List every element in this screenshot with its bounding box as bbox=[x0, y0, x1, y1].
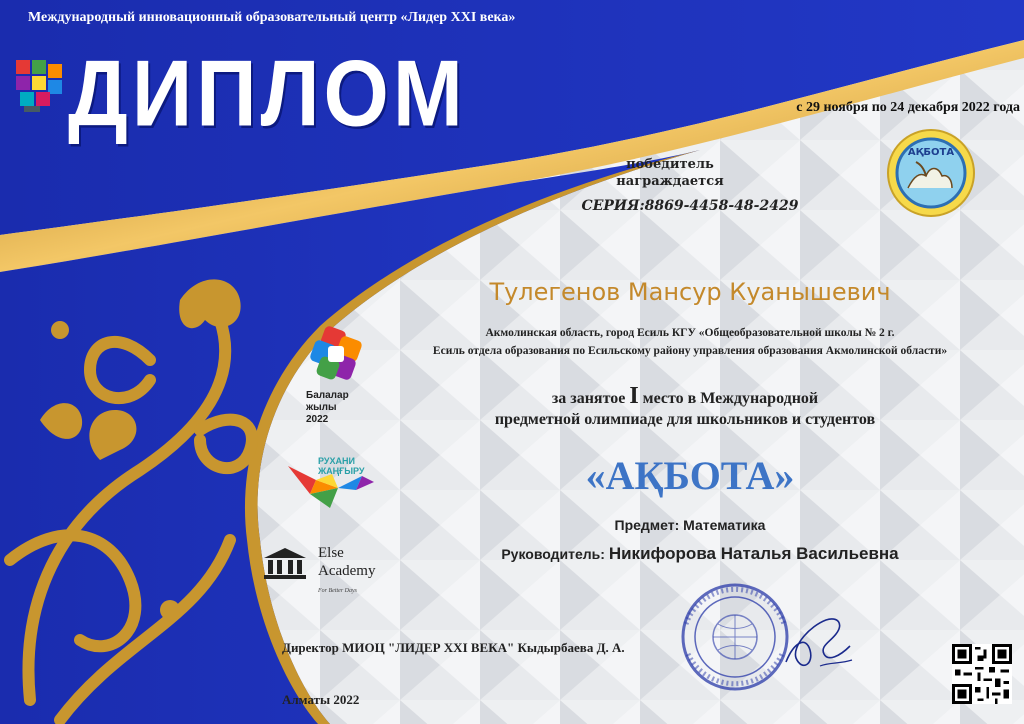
balalar-logo-text bbox=[306, 390, 349, 426]
supervisor-name: Никифорова Наталья Васильевна bbox=[608, 544, 899, 563]
balalar-line-1: Балалар bbox=[306, 390, 349, 401]
balalar-line-3: 2022 bbox=[306, 414, 329, 425]
recipient-name: Тулегенов Мансур Куанышевич bbox=[489, 278, 891, 306]
rukhani-logo-text bbox=[318, 456, 365, 476]
award-line-awarded: награждается bbox=[616, 174, 724, 189]
official-stamp bbox=[680, 582, 790, 692]
achievement-text bbox=[410, 383, 960, 430]
qr-code bbox=[952, 644, 1012, 704]
puzzle-head-logo bbox=[14, 58, 66, 114]
else-line-1: Else bbox=[318, 545, 344, 561]
achievement-line-2: предметной олимпиаде для школьников и студентов bbox=[494, 411, 876, 428]
olympiad-name: «АҚБОТА» bbox=[585, 453, 795, 498]
rukhani-line-1: РУХАНИ bbox=[318, 456, 355, 466]
director-signature-line: Директор МИОЦ "ЛИДЕР XXI ВЕКА" Кыдырбаева Д. А. bbox=[282, 640, 625, 655]
award-line-winner: победитель bbox=[626, 157, 714, 172]
city-year: Алматы 2022 bbox=[282, 692, 360, 707]
akbota-seal-logo bbox=[886, 128, 976, 218]
school-line-1: Акмолинская область, город Есиль КГУ «Общеобразовательной школы № 2 г. bbox=[485, 327, 895, 339]
recipient-school bbox=[370, 324, 1010, 360]
achievement-suffix: место в Международной bbox=[642, 390, 819, 407]
school-line-2: Есиль отдела образования по Есильскому району управления образования Акмолинской области» bbox=[432, 345, 948, 357]
achievement-prefix: за занятое bbox=[551, 390, 626, 407]
subject: Предмет: Математика bbox=[614, 517, 766, 533]
competition-dates: с 29 ноября по 24 декабря 2022 года bbox=[796, 100, 1020, 115]
supervisor bbox=[480, 544, 920, 564]
rukhani-line-2: ЖАҢҒЫРУ bbox=[318, 466, 365, 476]
achievement-place: I bbox=[629, 383, 639, 409]
award-heading bbox=[580, 156, 760, 190]
achievement-line-1 bbox=[410, 383, 960, 409]
balalar-line-2: жылы bbox=[306, 402, 337, 413]
else-line-2: Academy bbox=[318, 563, 376, 579]
handwritten-signature bbox=[780, 606, 860, 676]
akbota-logo-text: АҚБОТА bbox=[907, 147, 955, 158]
series-number: СЕРИЯ:8869-4458-48-2429 bbox=[581, 198, 799, 214]
organization-name: Международный инновационный образовательный центр «Лидер XXI века» bbox=[28, 10, 516, 25]
else-academy-tagline: For Better Days bbox=[318, 588, 357, 594]
diploma-title: ДИПЛОМ bbox=[68, 40, 467, 146]
balalar-logo bbox=[308, 326, 368, 386]
else-academy-text bbox=[318, 544, 375, 580]
else-academy-temple-icon bbox=[262, 546, 308, 580]
supervisor-label: Руководитель: bbox=[501, 546, 605, 562]
